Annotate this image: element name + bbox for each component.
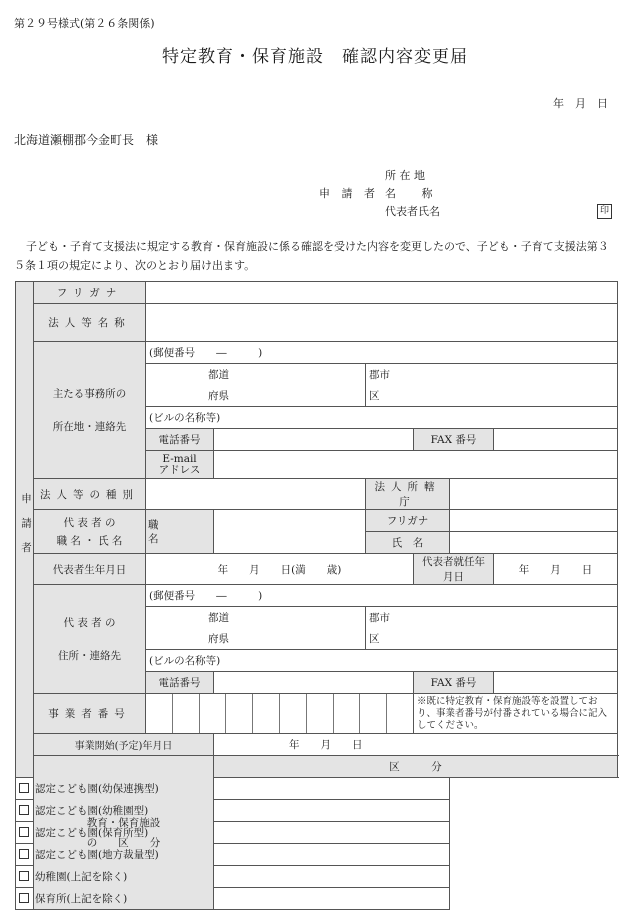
corp-type-field[interactable] bbox=[146, 479, 366, 510]
facility-option-5[interactable]: 幼稚園(上記を除く) bbox=[16, 866, 450, 888]
applicant-name-label: 名 称 bbox=[385, 187, 433, 200]
applicant-lead-label: 申 請 者 bbox=[319, 187, 379, 200]
facility-option-1[interactable]: 認定こども園(幼保連携型) bbox=[16, 778, 450, 800]
rep-furigana-field[interactable] bbox=[450, 510, 618, 532]
rep-title-field[interactable] bbox=[214, 510, 366, 554]
rep-birth-field[interactable]: 年 月 日(満 歳) bbox=[146, 554, 414, 585]
biz-no-note: ※既に特定教育・保育施設等を設置しており、事業者番号が付番されている場合に記入してください。 bbox=[414, 694, 618, 734]
office-tel-label: 電話番号 bbox=[146, 429, 214, 451]
intro-paragraph: 子ども・子育て支援法に規定する教育・保育施設に係る確認を受けた内容を変更したので、子ども・子育て支援法第３５条１項の規定により、次のとおり届け出ます。 bbox=[14, 240, 609, 272]
checkbox-icon[interactable] bbox=[19, 783, 29, 793]
office-fax-label: FAX 番号 bbox=[414, 429, 494, 451]
checkbox-icon[interactable] bbox=[19, 827, 29, 837]
facility-option-6[interactable]: 保育所(上記を除く) bbox=[16, 888, 450, 910]
applicant-block bbox=[319, 167, 440, 221]
corp-office-field[interactable] bbox=[450, 479, 618, 510]
office-postal[interactable]: (郵便番号 ― ) bbox=[146, 342, 618, 364]
rep-tel-field[interactable] bbox=[214, 672, 414, 694]
rep-pref-2: 府県 bbox=[146, 628, 366, 650]
applicant-address-label: 所 在 地 bbox=[385, 169, 425, 182]
office-pref-2: 府県 bbox=[146, 385, 366, 407]
form-number: 第２９号様式(第２６条関係) bbox=[14, 17, 155, 30]
corp-type-label: 法人等の種別 bbox=[34, 479, 146, 510]
facility-option-2[interactable]: 認定こども園(幼稚園型) bbox=[16, 800, 450, 822]
office-fax-field[interactable] bbox=[494, 429, 618, 451]
office-pref-1: 都道 bbox=[146, 364, 366, 386]
checkbox-icon[interactable] bbox=[19, 893, 29, 903]
rep-birth-label: 代表者生年月日 bbox=[34, 554, 146, 585]
seal-mark: 印 bbox=[597, 204, 612, 219]
rep-city-1: 郡市 bbox=[366, 607, 618, 629]
rep-start-label: 代表者就任年月日 bbox=[414, 554, 494, 585]
office-city-1: 郡市 bbox=[366, 364, 618, 386]
biz-no-label: 事業者番号 bbox=[34, 694, 146, 734]
checkbox-icon[interactable] bbox=[19, 871, 29, 881]
rep-name-field[interactable] bbox=[450, 532, 618, 554]
rep-fax-field[interactable] bbox=[494, 672, 618, 694]
office-email-field[interactable] bbox=[214, 451, 618, 479]
corp-name-label: 法人等名称 bbox=[34, 304, 146, 342]
facility-label: 教育・保育施設 の 区 分 bbox=[34, 756, 214, 910]
furigana-label: フリガナ bbox=[34, 282, 146, 304]
rep-addr-label: 代 表 者 の 住所・連絡先 bbox=[34, 585, 146, 694]
rep-postal[interactable]: (郵便番号 ― ) bbox=[146, 585, 618, 607]
applicant-rep-label: 代表者氏名 bbox=[385, 205, 440, 218]
checkbox-icon[interactable] bbox=[19, 849, 29, 859]
start-date-field[interactable]: 年 月 日 bbox=[214, 734, 618, 756]
biz-no-boxes[interactable] bbox=[146, 694, 414, 734]
application-table bbox=[15, 281, 618, 910]
rep-title-label: 代 表 者 の 職 名 ・ 氏 名 bbox=[34, 510, 146, 554]
checkbox-icon[interactable] bbox=[19, 805, 29, 815]
office-label: 主たる事務所の 所在地・連絡先 bbox=[34, 342, 146, 479]
rep-fax-label: FAX 番号 bbox=[414, 672, 494, 694]
rep-start-field[interactable]: 年 月 日 bbox=[494, 554, 618, 585]
rep-building[interactable]: (ビルの名称等) bbox=[146, 650, 618, 672]
office-city-2: 区 bbox=[366, 385, 618, 407]
facility-option-4[interactable]: 認定こども園(地方裁量型) bbox=[16, 844, 450, 866]
rep-name-label: 氏 名 bbox=[366, 532, 450, 554]
addressee: 北海道瀬棚郡今金町長 様 bbox=[14, 133, 159, 147]
rep-furigana-label: フリガナ bbox=[366, 510, 450, 532]
office-tel-field[interactable] bbox=[214, 429, 414, 451]
facility-option-3[interactable]: 認定こども園(保育所型) bbox=[16, 822, 450, 844]
rep-city-2: 区 bbox=[366, 628, 618, 650]
furigana-field[interactable] bbox=[146, 282, 618, 304]
corp-office-label: 法人所轄庁 bbox=[366, 479, 450, 510]
submission-date: 年 月 日 bbox=[553, 97, 608, 110]
start-date-label: 事業開始(予定)年月日 bbox=[34, 734, 214, 756]
corp-name-field[interactable] bbox=[146, 304, 618, 342]
rep-shoku-label: 職 名 bbox=[146, 510, 214, 554]
applicant-side-label: 申請者 bbox=[16, 282, 34, 778]
rep-tel-label: 電話番号 bbox=[146, 672, 214, 694]
office-email-label: E-mail アドレス bbox=[146, 451, 214, 479]
office-building[interactable]: (ビルの名称等) bbox=[146, 407, 618, 429]
page-title: 特定教育・保育施設 確認内容変更届 bbox=[162, 47, 468, 67]
rep-pref-1: 都道 bbox=[146, 607, 366, 629]
division-header: 区 分 bbox=[214, 756, 618, 778]
